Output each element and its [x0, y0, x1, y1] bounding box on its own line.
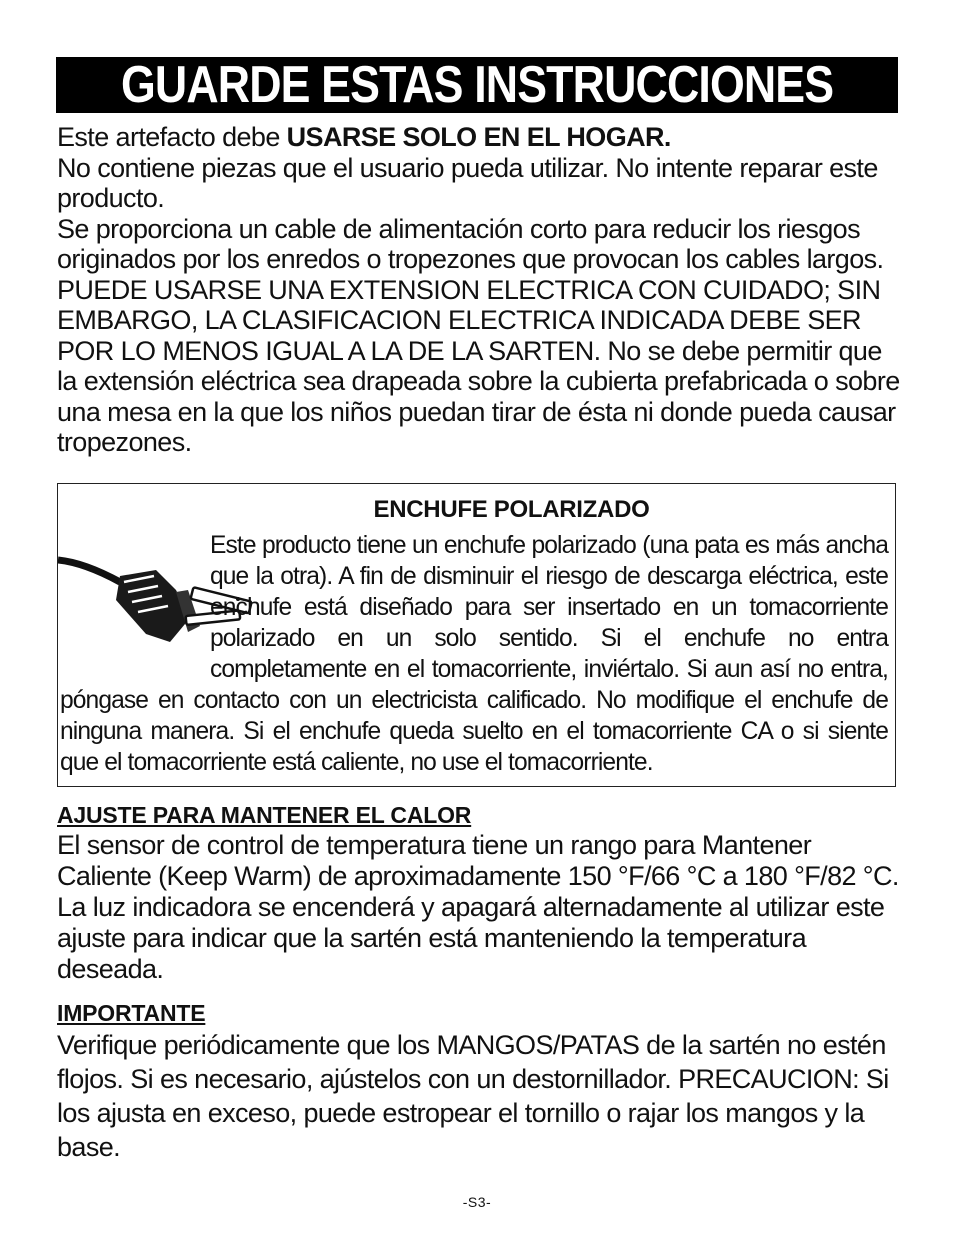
intro-prefix: Este artefacto debe: [57, 122, 287, 152]
polarized-plug-text: [60, 530, 888, 778]
page-number: -S3-: [462, 1194, 492, 1210]
important-heading: IMPORTANTE: [57, 1000, 206, 1026]
intro-paragraph-2: No contiene piezas que el usuario pueda utilizar. No intente reparar este producto.: [57, 152, 878, 213]
polarized-plug-body: Este producto tiene un enchufe polarizado (una pata es más ancha que la otra). A fin de disminuir el riesgo de descarga eléctrica, este enchufe está diseñado para ser insertado en un tomacorriente polarizado en un solo sentido. Si el enchufe no entra completamente en el tomacorriente, inviértalo. Si aun así no entra, póngase en contacto con un electricista calificado. No modifique el enchufe de ninguna manera. Si el enchufe queda suelto en el tomacorriente CA o si siente que el tomacorriente está caliente, no use el tomacorriente.: [60, 532, 888, 776]
page-title: GUARDE ESTAS INSTRUCCIONES: [120, 56, 834, 114]
intro-bold-warning: USARSE SOLO EN EL HOGAR.: [286, 122, 671, 152]
title-banner: [56, 57, 898, 113]
keep-warm-body: El sensor de control de temperatura tiene un rango para Mantener Caliente (Keep Warm) de aproximadamente 150 °F/66 °C a 180 °F/82 °C. La luz indicadora se encenderá y apagará alternadamente al utilizar este ajuste para indicar que la sartén está manteniendo la temperatura deseada.: [57, 830, 899, 984]
intro-paragraph-3: Se proporciona un cable de alimentación corto para reducir los riesgos originados por los enredos o tropezones que provocan los cables largos. PUEDE USARSE UNA EXTENSION ELECTRICA CON CUIDADO; SIN EMBARGO, LA CLASIFICACION ELECTRICA INDICADA DEBE SER POR LO MENOS IGUAL A LA DE LA SARTEN. No se debe permitir que la extensión eléctrica sea drapeada sobre la cubierta prefabricada o sobre una mesa en la que los niños puedan tirar de ésta ni donde pueda causar tropezones.: [57, 213, 900, 457]
important-body: Verifique periódicamente que los MANGOS/PATAS de la sartén no estén flojos. Si es necesario, ajústelos con un destornillador. PRECAUCION: Si los ajusta en exceso, puede estropear el tornillo o rajar los mangos y la base.: [57, 1030, 889, 1162]
polarized-plug-box: [57, 483, 896, 787]
important-section: [57, 998, 902, 1164]
keep-warm-heading: AJUSTE PARA MANTENER EL CALOR: [57, 802, 472, 828]
intro-section: [57, 122, 902, 458]
keep-warm-section: [57, 800, 902, 985]
polarized-plug-heading: ENCHUFE POLARIZADO: [373, 496, 650, 523]
intro-line-1: [57, 122, 902, 153]
